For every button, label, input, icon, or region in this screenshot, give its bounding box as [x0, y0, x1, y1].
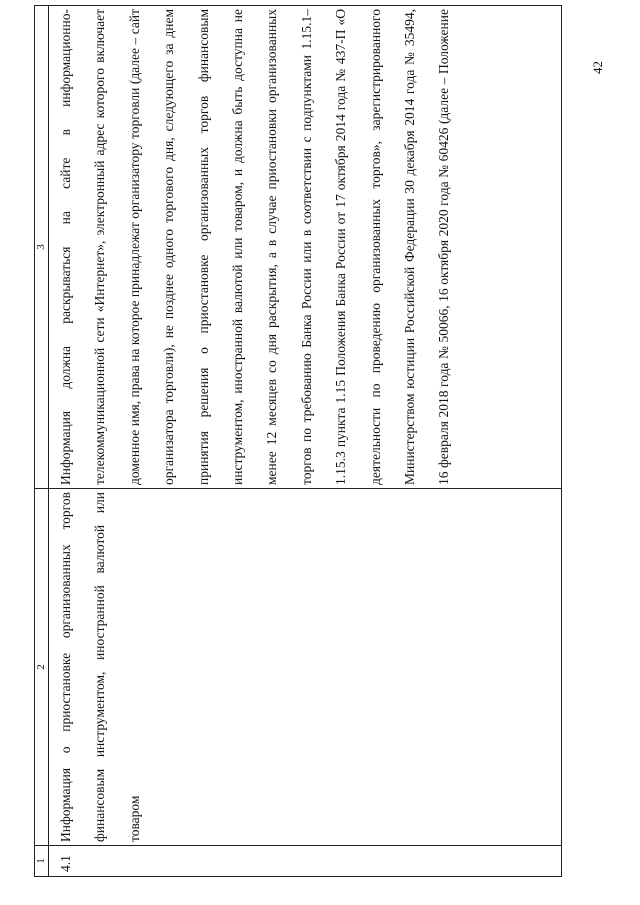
header-col-2: 2: [35, 489, 49, 846]
table-row: [49, 6, 562, 877]
header-col-1: 1: [35, 846, 49, 877]
table-header-row: [35, 6, 49, 877]
item-description: Информация о приостановке организованных торгов финансовым инструментом, иностранной валютой или товаром: [49, 489, 562, 846]
item-requirement: Информация должна раскрываться на сайте в информационно-телекоммуникационной сети «Интернет», электронный адрес которого включает доменное имя, права на которое принадлежат организатору торговли (далее – сайт организатора торговли), не позднее одного торгового дня, следующего за днем принятия решения о приостановке организованных торгов финансовым инструментом, иностранной валютой или товаром, и должна быть доступна не менее 12 месяцев со дня раскрытия, а в случае приостановки организованных торгов по требованию Банка России или в соответствии с подпунктами 1.15.1–1.15.3 пункта 1.15 Положения Банка России от 17 октября 2014 года № 437-П «О деятельности по проведению организованных торгов», зарегистрированного Министерством юстиции Российской Федерации 30 декабря 2014 года № 35494, 16 февраля 2018 года № 50066, 16 октября 2020 года № 60426 (далее – Положение: [49, 6, 562, 489]
page-number: 42: [590, 61, 605, 74]
item-number: 4.1: [49, 846, 562, 877]
rotated-page: [34, 9, 605, 877]
header-col-3: 3: [35, 6, 49, 489]
disclosure-table: [34, 5, 562, 877]
